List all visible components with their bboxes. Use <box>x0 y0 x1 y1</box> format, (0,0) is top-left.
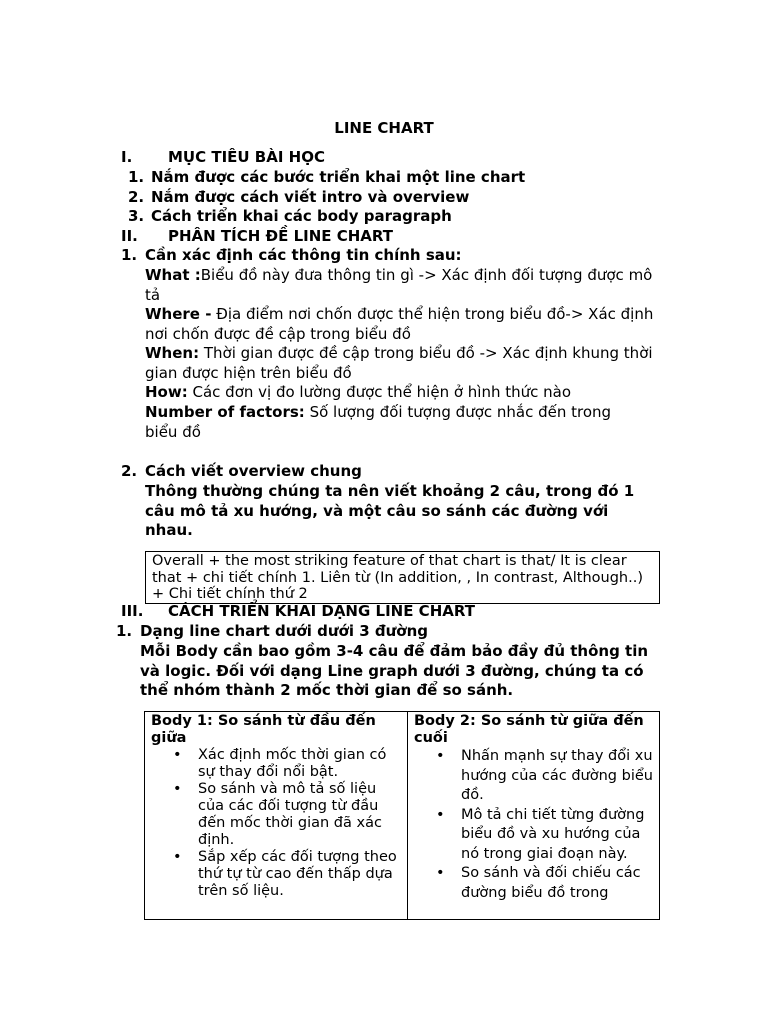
section-1-item: Nắm được các bước triển khai một line chart <box>151 168 526 186</box>
body-comparison-table <box>144 711 660 920</box>
section-3-heading: CÁCH TRIỂN KHAI DẠNG LINE CHART <box>168 602 475 620</box>
section-1-item: Nắm được cách viết intro và overview <box>151 188 470 206</box>
subsection-number: 2. <box>121 462 138 480</box>
section-1-item-number: 3. <box>128 207 145 225</box>
section-1-item-number: 1. <box>128 168 145 186</box>
list-item: • Nhấn mạnh sự thay đổi xu hướng của các đường biểu đồ. <box>414 747 653 806</box>
subsection-number: 1. <box>121 246 138 264</box>
term-description: Thời gian được đề cập trong biểu đồ -> Xác định khung thời gian được hiện trên biểu đồ <box>145 344 653 382</box>
term-description: Biểu đồ này đưa thông tin gì -> Xác định đối tượng được mô tả <box>145 266 653 304</box>
list-item: • So sánh và đối chiếu các đường biểu đồ trong <box>414 864 653 903</box>
overview-explanation: Thông thường chúng ta nên viết khoảng 2 câu, trong đó 1 câu mô tả xu hướng, và một câu so sánh các đường với nhau. <box>145 482 635 539</box>
document-title: LINE CHART <box>334 119 434 137</box>
list-item: • Xác định mốc thời gian có sự thay đổi nổi bật. <box>151 747 401 781</box>
section-1-heading: MỤC TIÊU BÀI HỌC <box>168 148 325 166</box>
term-description: Địa điểm nơi chốn được thể hiện trong biểu đồ-> Xác định nơi chốn được đề cập trong biểu đồ <box>145 305 654 343</box>
overview-formula-box: Overall + the most striking feature of that chart is that/ It is clear that + chi tiết chính 1. Liên từ (In addition, , In contrast, Although..) + Chi tiết chính thứ 2 <box>145 551 660 604</box>
term-when <box>145 344 655 383</box>
list-item: • Sắp xếp các đối tượng theo thứ tự từ cao đến thấp dựa trên số liệu. <box>151 849 401 900</box>
term-description: Số lượng đối tượng được nhắc đến trong biểu đồ <box>145 403 612 441</box>
term-description: Các đơn vị đo lường được thể hiện ở hình thức nào <box>187 383 572 401</box>
table-column-body-2 <box>408 712 659 919</box>
table-column-body-1 <box>145 712 408 919</box>
term-label: How: <box>145 383 188 401</box>
list-item: • Mô tả chi tiết từng đường biểu đồ và xu hướng của nó trong giai đoạn này. <box>414 806 653 865</box>
bullet-list <box>414 747 653 903</box>
section-1-number: I. <box>121 148 133 166</box>
term-label: Number of factors: <box>145 403 305 421</box>
section-1-item-number: 2. <box>128 188 145 206</box>
term-how <box>145 383 655 403</box>
section-2-heading: PHÂN TÍCH ĐỀ LINE CHART <box>168 227 394 245</box>
section-3-number: III. <box>121 602 144 620</box>
body-explanation: Mỗi Body cần bao gồm 3-4 câu để đảm bảo đầy đủ thông tin và logic. Đối với dạng Line graph dưới 3 đường, chúng ta có thể nhóm thành 2 mốc thời gian để so sánh. <box>140 642 649 699</box>
table-header: Body 2: So sánh từ giữa đến cuối <box>414 713 644 746</box>
term-label: When: <box>145 344 200 362</box>
section-1-item: Cách triển khai các body paragraph <box>151 207 452 225</box>
table-header: Body 1: So sánh từ đầu đến giữa <box>151 713 376 746</box>
term-label: What : <box>145 266 201 284</box>
term-where <box>145 305 655 344</box>
term-label: Where - <box>145 305 212 323</box>
section-2-number: II. <box>121 227 138 245</box>
list-item: • So sánh và mô tả số liệu của các đối tượng từ đầu đến mốc thời gian đã xác định. <box>151 781 401 849</box>
term-number-of-factors <box>145 403 645 442</box>
subsection-heading: Dạng line chart dưới dưới 3 đường <box>140 622 429 640</box>
subsection-number: 1. <box>116 622 133 640</box>
bullet-list <box>151 747 401 900</box>
subsection-heading: Cách viết overview chung <box>145 462 362 480</box>
term-what <box>145 266 655 305</box>
subsection-heading: Cần xác định các thông tin chính sau: <box>145 246 462 264</box>
